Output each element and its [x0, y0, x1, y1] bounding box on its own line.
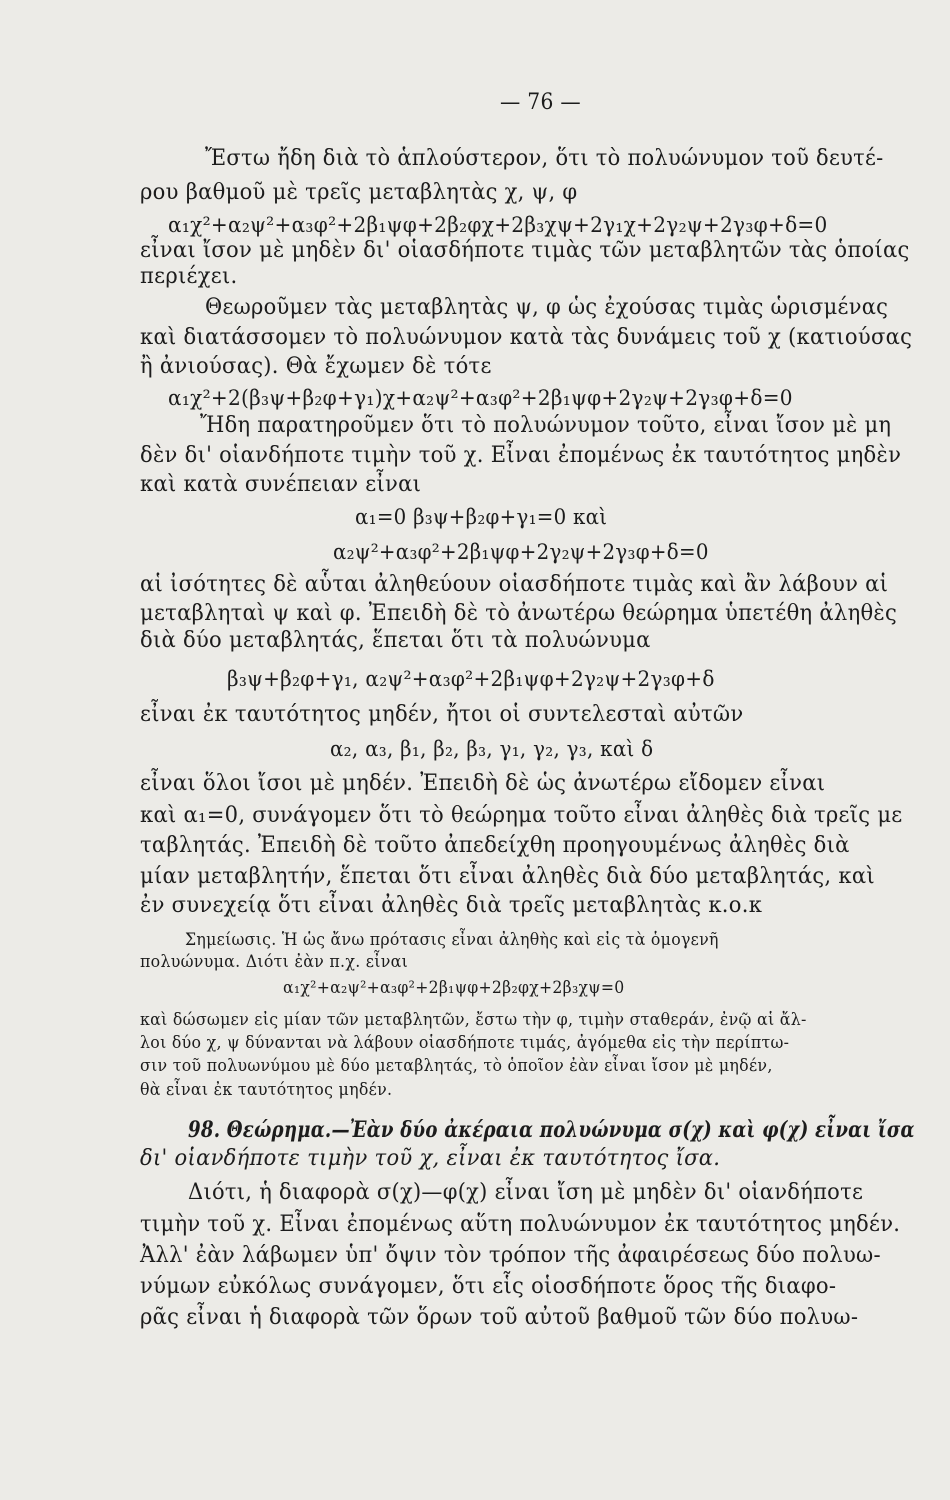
text-line: περιέχει.: [140, 264, 238, 289]
text-line: μίαν μεταβλητήν, ἕπεται ὅτι εἶναι ἀληθὲς διὰ δύο μεταβλητάς, καὶ: [140, 864, 875, 889]
text-line: καὶ κατὰ συνέπειαν εἶναι: [140, 472, 422, 497]
equation-line: α₂, α₃, β₁, β₂, β₃, γ₁, γ₂, γ₃, καὶ δ: [330, 737, 654, 761]
note-line: πολυώνυμα. Διότι ἐὰν π.χ. εἶναι: [140, 952, 409, 971]
text-line: Θεωροῦμεν τὰς μεταβλητὰς ψ, φ ὡς ἐχούσας τιμὰς ὡρισμένας: [205, 295, 889, 320]
text-line: καὶ διατάσσομεν τὸ πολυώνυμον κατὰ τὰς δυνάμεις τοῦ χ (κατιούσας: [140, 325, 913, 350]
theorem-statement: δι' οἱανδήποτε τιμὴν τοῦ χ, εἶναι ἐκ ταυτότητος ἴσα.: [140, 1146, 721, 1171]
text-line: ταβλητάς. Ἐπειδὴ δὲ τοῦτο ἀπεδείχθη προηγουμένως ἀληθὲς διὰ: [140, 833, 850, 858]
text-line: δὲν δι' οἱανδήποτε τιμὴν τοῦ χ. Εἶναι ἐπομένως ἐκ ταυτότητος μηδὲν: [140, 443, 902, 468]
text-line: μεταβληταὶ ψ καὶ φ. Ἐπειδὴ δὲ τὸ ἀνωτέρω θεώρημα ὑπετέθη ἀληθὲς: [140, 601, 898, 626]
equation-line: α₁=0 β₃ψ+β₂φ+γ₁=0 καὶ: [355, 505, 608, 529]
theorem-heading: 98. Θεώρημα.—Ἐὰν δύο ἀκέραια πολυώνυμα σ(χ) καὶ φ(χ) εἶναι ἴσα: [188, 1117, 915, 1143]
text-line: ἐν συνεχείᾳ ὅτι εἶναι ἀληθὲς διὰ τρεῖς μεταβλητὰς κ.ο.κ: [140, 893, 763, 918]
equation-line: α₂ψ²+α₃φ²+2β₁ψφ+2γ₂ψ+2γ₃φ+δ=0: [333, 540, 709, 564]
note-equation: α₁χ²+α₂ψ²+α₃φ²+2β₁ψφ+2β₂φχ+2β₃χψ=0: [283, 978, 625, 997]
text-line: εἶναι ἴσον μὲ μηδὲν δι' οἱασδήποτε τιμὰς τῶν μεταβλητῶν τὰς ὁποίας: [140, 238, 910, 263]
text-line: εἶναι ὅλοι ἴσοι μὲ μηδέν. Ἐπειδὴ δὲ ὡς ἀνωτέρω εἴδομεν εἶναι: [140, 771, 826, 796]
text-line: καὶ α₁=0, συνάγομεν ὅτι τὸ θεώρημα τοῦτο εἶναι ἀληθὲς διὰ τρεῖς με: [140, 803, 903, 828]
equation-line: β₃ψ+β₂φ+γ₁, α₂ψ²+α₃φ²+2β₁ψφ+2γ₂ψ+2γ₃φ+δ: [227, 667, 715, 691]
text-line: Ἤδη παρατηροῦμεν ὅτι τὸ πολυώνυμον τοῦτο, εἶναι ἴσον μὲ μη: [200, 413, 892, 438]
text-line: διὰ δύο μεταβλητάς, ἕπεται ὅτι τὰ πολυώνυμα: [140, 628, 651, 653]
note-line: θὰ εἶναι ἐκ ταυτότητος μηδέν.: [140, 1080, 393, 1099]
equation-line: α₁χ²+2(β₃ψ+β₂φ+γ₁)χ+α₂ψ²+α₃φ²+2β₁ψφ+2γ₂ψ+2γ₃φ+δ=0: [168, 386, 793, 410]
text-line: τιμὴν τοῦ χ. Εἶναι ἐπομένως αὕτη πολυώνυμον ἐκ ταυτότητος μηδέν.: [140, 1212, 901, 1237]
note-heading-line: Σημείωσις. Ἡ ὡς ἄνω πρότασις εἶναι ἀληθὴς καὶ εἰς τὰ ὁμογενῆ: [185, 930, 719, 949]
text-line: αἱ ἰσότητες δὲ αὗται ἀληθεύουν οἱασδήποτε τιμὰς καὶ ἂν λάβουν αἱ: [140, 572, 889, 597]
note-line: λοι δύο χ, ψ δύνανται νὰ λάβουν οἱασδήποτε τιμάς, ἀγόμεθα εἰς τὴν περίπτω-: [140, 1033, 790, 1052]
note-line: σιν τοῦ πολυωνύμου μὲ δύο μεταβλητάς, τὸ ὁποῖον ἐὰν εἶναι ἴσον μὲ μηδέν,: [140, 1056, 773, 1075]
text-line: εἶναι ἐκ ταυτότητος μηδέν, ἤτοι οἱ συντελεσταὶ αὐτῶν: [140, 702, 744, 727]
text-line: ρου βαθμοῦ μὲ τρεῖς μεταβλητὰς χ, ψ, φ: [140, 180, 578, 205]
text-line: Ἔστω ἤδη διὰ τὸ ἁπλούστερον, ὅτι τὸ πολυώνυμον τοῦ δευτέ-: [205, 146, 884, 171]
equation-line: α₁χ²+α₂ψ²+α₃φ²+2β₁ψφ+2β₂φχ+2β₃χψ+2γ₁χ+2γ₂ψ+2γ₃φ+δ=0: [168, 213, 828, 237]
text-line: νύμων εὐκόλως συνάγομεν, ὅτι εἷς οἱοσδήποτε ὅρος τῆς διαφο-: [140, 1274, 837, 1299]
text-line: ἢ ἀνιούσας). Θὰ ἔχωμεν δὲ τότε: [140, 354, 492, 379]
note-line: καὶ δώσωμεν εἰς μίαν τῶν μεταβλητῶν, ἔστω τὴν φ, τιμὴν σταθεράν, ἐνῷ αἱ ἄλ-: [140, 1010, 807, 1029]
page-number: — 76 —: [500, 90, 581, 115]
text-line: Ἀλλ' ἐὰν λάβωμεν ὑπ' ὄψιν τὸν τρόπον τῆς ἀφαιρέσεως δύο πολυω-: [140, 1243, 881, 1268]
text-line: ρᾶς εἶναι ἡ διαφορὰ τῶν ὅρων τοῦ αὐτοῦ βαθμοῦ τῶν δύο πολυω-: [140, 1305, 859, 1330]
text-line: Διότι, ἡ διαφορὰ σ(χ)—φ(χ) εἶναι ἴση μὲ μηδὲν δι' οἱανδήποτε: [188, 1180, 864, 1205]
